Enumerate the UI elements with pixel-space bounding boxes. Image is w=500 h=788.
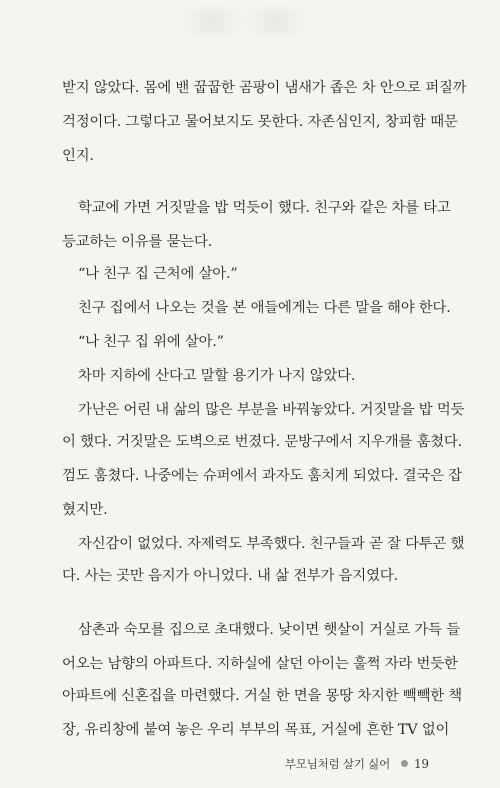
footer-bullet-icon bbox=[401, 760, 408, 767]
body-line: 장, 유리창에 붙여 놓은 우리 부부의 목표, 거실에 흔한 TV 없이 bbox=[62, 722, 450, 738]
body-line: 인지. bbox=[62, 148, 94, 164]
body-line: 등교하는 이유를 묻는다. bbox=[62, 234, 213, 250]
body-line: 학교에 가면 거짓말을 밥 먹듯이 했다. 친구와 같은 차를 타고 bbox=[78, 200, 451, 216]
body-line: 이 했다. 거짓말은 도벽으로 번졌다. 문방구에서 지우개를 훔쳤다. bbox=[62, 434, 462, 450]
dialogue-line: “나 친구 집 근처에 살아.” bbox=[78, 266, 238, 282]
dialogue-line: “나 친구 집 위에 살아.” bbox=[78, 334, 224, 350]
body-line: 차마 지하에 산다고 말할 용기가 나지 않았다. bbox=[78, 368, 356, 384]
body-line: 가난은 어린 내 삶의 많은 부분을 바꿔놓았다. 거짓말을 밥 먹듯 bbox=[78, 402, 465, 418]
running-footer-title: 부모님처럼 살기 싫어 bbox=[284, 757, 390, 771]
page-number: 19 bbox=[414, 757, 429, 771]
body-line: 걱정이다. 그렇다고 물어보지도 못한다. 자존심인지, 창피함 때문 bbox=[62, 114, 458, 130]
body-line: 아파트에 신혼집을 마련했다. 거실 한 면을 몽땅 차지한 빽빽한 책 bbox=[62, 688, 462, 704]
body-line: 어오는 남향의 아파트다. 지하실에 살던 아이는 훌쩍 자라 번듯한 bbox=[62, 656, 458, 672]
body-line: 혔지만. bbox=[62, 502, 108, 518]
body-line: 삼촌과 숙모를 집으로 초대했다. 낮이면 햇살이 거실로 가득 들 bbox=[78, 622, 460, 638]
body-line: 다. 사는 곳만 음지가 아니었다. 내 삶 전부가 음지였다. bbox=[62, 568, 398, 584]
body-line: 친구 집에서 나오는 것을 본 애들에게는 다른 말을 해야 한다. bbox=[78, 300, 451, 316]
body-line: 껌도 훔쳤다. 나중에는 슈퍼에서 과자도 훔치게 되었다. 결국은 잡 bbox=[62, 468, 462, 484]
body-line: 자신감이 없었다. 자제력도 부족했다. 친구들과 곧 잘 다투곤 했 bbox=[78, 536, 465, 552]
body-line: 받지 않았다. 몸에 밴 꿉꿉한 곰팡이 냄새가 좁은 차 안으로 퍼질까 bbox=[62, 80, 467, 96]
show-through-text bbox=[180, 10, 340, 34]
